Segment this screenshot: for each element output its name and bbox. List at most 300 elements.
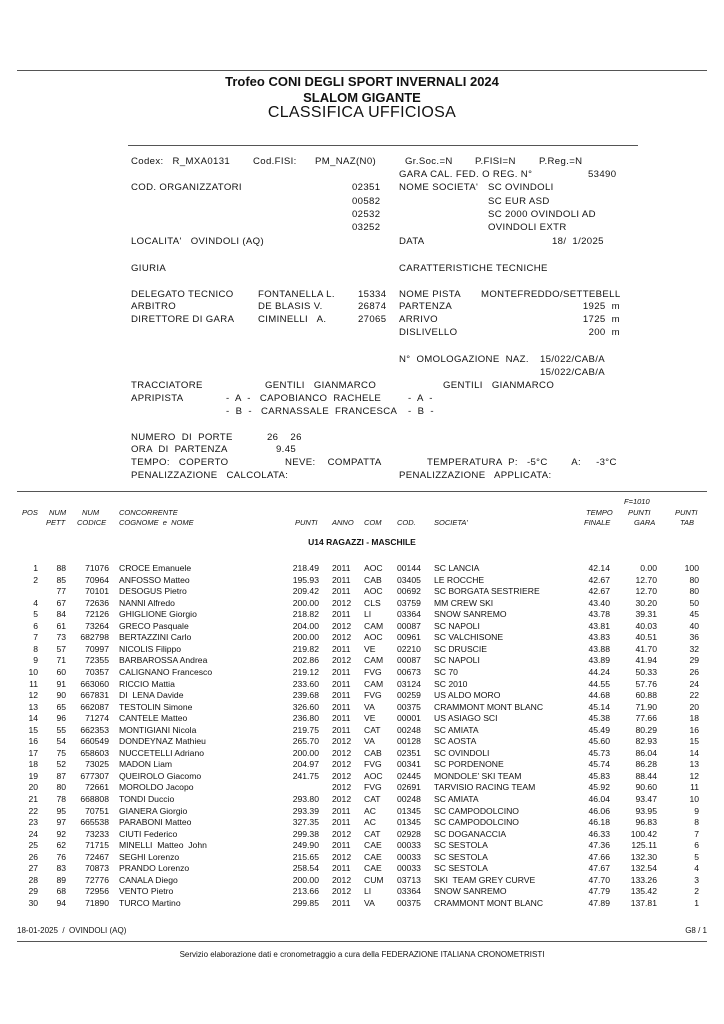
cell-codice: 70101 <box>85 586 109 597</box>
cell-codice: 658603 <box>80 747 109 758</box>
cell-pett: 65 <box>56 701 66 712</box>
cell-tempo: 43.40 <box>588 597 610 608</box>
cell-nome: MONTIGIANI Nicola <box>119 724 197 735</box>
penalizzazione-calcolata: PENALIZZAZIONE CALCOLATA: <box>131 470 289 481</box>
giuria-label: GIURIA <box>131 263 167 274</box>
cell-gara: 86.28 <box>635 759 657 770</box>
cell-tab: 15 <box>689 736 699 747</box>
apripista-b-right: - B - <box>408 406 434 417</box>
cell-nome: QUEIROLO Giacomo <box>119 770 202 781</box>
cell-tab: 5 <box>694 851 699 862</box>
cell-anno: 2011 <box>332 713 351 724</box>
cell-pett: 83 <box>56 863 66 874</box>
cell-gara: 39.31 <box>635 609 657 620</box>
col-societa: SOCIETA' <box>434 518 468 527</box>
cell-com: VA <box>364 736 375 747</box>
cell-cod: 01345 <box>397 817 421 828</box>
cell-anno: 2011 <box>332 586 351 597</box>
organizer-name: SC OVINDOLI <box>488 182 554 193</box>
neve-label: NEVE: COMPATTA <box>285 457 382 468</box>
col-num-pett: NUM <box>49 508 67 517</box>
cell-punti: 213.66 <box>292 886 319 897</box>
cell-com: CAB <box>364 574 382 585</box>
cell-punti: 219.82 <box>292 643 319 654</box>
cell-societa: SC AOSTA <box>434 736 477 747</box>
cell-com: AOC <box>364 632 383 643</box>
table-row <box>0 782 724 793</box>
table-row <box>0 898 724 909</box>
cell-societa: SC AMIATA <box>434 724 479 735</box>
cell-punti: 219.75 <box>292 724 319 735</box>
col-punti-tab: PUNTI <box>675 508 698 517</box>
cell-tab: 14 <box>689 747 699 758</box>
cell-nome: TONDI Duccio <box>119 794 175 804</box>
arrivo-value: 1725 m <box>582 314 620 325</box>
cell-societa: SC SESTOLA <box>434 863 488 874</box>
cell-gara: 137.81 <box>630 897 657 908</box>
cell-nome: CALIGNANO Francesco <box>119 666 213 677</box>
cell-nome: MOROLDO Jacopo <box>119 782 194 793</box>
cell-nome: PARABONI Matteo <box>119 817 192 828</box>
cell-codice: 677307 <box>80 770 109 781</box>
cell-punti: 239.68 <box>292 690 319 701</box>
cell-nome: DESOGUS Pietro <box>119 586 187 597</box>
table-row <box>0 586 724 597</box>
cell-com: VE <box>364 713 376 724</box>
info-top-rule <box>128 145 638 146</box>
cell-pett: 97 <box>56 817 66 828</box>
cell-punti: 195.93 <box>292 574 319 585</box>
cell-punti: 258.54 <box>292 863 319 874</box>
cell-punti: 209.42 <box>292 586 319 597</box>
event-title: Trofeo CONI DEGLI SPORT INVERNALI 2024 <box>225 74 499 89</box>
cell-nome: MADON Liam <box>119 759 173 770</box>
cell-tab: 1 <box>694 897 699 908</box>
cell-codice: 70997 <box>85 643 109 654</box>
cell-com: FVG <box>364 690 382 701</box>
organizer-name: OVINDOLI EXTR <box>488 222 567 233</box>
organizer-name: SC 2000 OVINDOLI AD <box>488 209 596 220</box>
cell-tab: 10 <box>689 794 699 804</box>
footer-service: Servizio elaborazione dati e cronometraggio a cura della FEDERAZIONE ITALIANA CRONOMETRISTI <box>179 950 545 959</box>
dislivello-value: 200 m <box>588 327 620 338</box>
cell-gara: 132.30 <box>630 851 657 862</box>
cell-pos: 8 <box>33 643 38 654</box>
cell-cod: 03713 <box>397 874 421 885</box>
cell-com: LI <box>364 609 372 620</box>
cell-nome: VENTO Pietro <box>119 886 174 897</box>
cell-gara: 96.83 <box>635 817 657 828</box>
cell-punti: 204.97 <box>292 759 319 770</box>
cell-anno: 2012 <box>332 620 352 631</box>
cell-anno: 2012 <box>332 736 352 747</box>
cell-anno: 2011 <box>332 701 351 712</box>
cell-tempo: 43.78 <box>588 609 610 620</box>
cell-pos: 10 <box>28 666 38 677</box>
official-code: 27065 <box>358 314 387 325</box>
col-com: COM <box>364 518 382 527</box>
cell-pos: 11 <box>29 678 38 689</box>
cell-tab: 16 <box>689 724 699 735</box>
table-row <box>0 806 724 817</box>
cell-societa: SC NAPOLI <box>434 620 480 631</box>
cell-cod: 00375 <box>397 701 421 712</box>
cell-com: CAE <box>364 851 382 862</box>
cell-pos: 2 <box>33 574 38 585</box>
cell-societa: SC SESTOLA <box>434 840 488 851</box>
cell-tab: 13 <box>689 759 699 770</box>
cod-org-code: 02351 <box>352 182 381 193</box>
cod-fisi-label: Cod.FISI: <box>253 156 297 167</box>
penalizzazione-applicata: PENALIZZAZIONE APPLICATA: <box>399 470 552 481</box>
col-cod: COD. <box>397 518 416 527</box>
cell-punti: 293.39 <box>292 805 319 816</box>
cell-gara: 60.88 <box>635 690 657 701</box>
cell-societa: MONDOLE' SKI TEAM <box>434 770 522 781</box>
cell-societa: CRAMMONT MONT BLANC <box>434 897 544 908</box>
cell-com: CAM <box>364 620 384 631</box>
cell-pett: 77 <box>56 586 66 597</box>
table-row <box>0 771 724 782</box>
cell-nome: BERTAZZINI Carlo <box>119 632 192 643</box>
cell-codice: 70751 <box>85 805 109 816</box>
cell-gara: 57.76 <box>635 678 657 689</box>
col-punti: PUNTI <box>295 518 318 527</box>
cell-pett: 67 <box>56 597 66 608</box>
table-row <box>0 575 724 586</box>
cell-punti: 327.35 <box>292 817 319 828</box>
category-heading: U14 RAGAZZI - MASCHILE <box>308 537 416 547</box>
cell-tab: 32 <box>689 643 699 654</box>
cell-punti: 204.00 <box>292 620 319 631</box>
table-row <box>0 598 724 609</box>
cell-codice: 70357 <box>85 666 109 677</box>
tempo-label: TEMPO: COPERTO <box>131 457 229 468</box>
cell-punti: 233.60 <box>292 678 319 689</box>
cell-tab: 20 <box>689 701 699 712</box>
cell-gara: 93.47 <box>635 794 657 804</box>
arrivo-label: ARRIVO <box>399 314 438 325</box>
cell-tab: 22 <box>689 690 699 701</box>
cell-pett: 90 <box>56 690 66 701</box>
cell-gara: 133.26 <box>630 874 657 885</box>
cell-societa: SC DRUSCIE <box>434 643 488 654</box>
cell-gara: 135.42 <box>630 886 657 897</box>
info-bottom-rule <box>17 491 707 492</box>
cell-tempo: 43.88 <box>588 643 610 654</box>
cell-nome: NICOLIS Filippo <box>119 643 182 654</box>
cell-pett: 73 <box>56 632 66 643</box>
cell-cod: 00001 <box>397 713 421 724</box>
cell-anno: 2012 <box>332 851 352 862</box>
cell-nome: PRANDO Lorenzo <box>119 863 190 874</box>
cell-anno: 2012 <box>332 886 352 897</box>
cell-punti: 326.60 <box>292 701 319 712</box>
cell-com: CAT <box>364 828 381 839</box>
cell-cod: 02445 <box>397 770 421 781</box>
cell-anno: 2011 <box>332 690 351 701</box>
footer-page: G8 / 1 <box>685 926 707 935</box>
col-pos: POS <box>22 508 38 517</box>
cell-tab: 24 <box>689 678 699 689</box>
cell-gara: 125.11 <box>631 840 657 851</box>
cell-gara: 100.42 <box>630 828 657 839</box>
cell-nome: DONDEYNAZ Mathieu <box>119 736 206 747</box>
col-num-codice: CODICE <box>77 518 107 527</box>
cell-tempo: 44.24 <box>588 666 610 677</box>
cell-tab: 26 <box>689 666 699 677</box>
cell-codice: 665538 <box>80 817 109 828</box>
cell-anno: 2011 <box>332 724 351 735</box>
cell-codice: 660549 <box>80 736 109 747</box>
cell-com: VA <box>364 701 375 712</box>
table-row <box>0 736 724 747</box>
dislivello-label: DISLIVELLO <box>399 327 458 338</box>
gara-cal-label: GARA CAL. FED. O REG. N° <box>399 169 533 180</box>
cell-pos: 1 <box>33 563 38 573</box>
apripista-b: - B - CARNASSALE FRANCESCA <box>226 406 398 417</box>
cell-tempo: 47.70 <box>588 874 610 885</box>
ora-partenza-label: ORA DI PARTENZA <box>131 444 228 455</box>
cell-com: CLS <box>364 597 381 608</box>
table-row <box>0 667 724 678</box>
cell-punti: 200.00 <box>292 632 319 643</box>
p-fisi: P.FISI=N <box>475 156 516 167</box>
cell-pos: 21 <box>28 794 38 804</box>
table-row <box>0 863 724 874</box>
cell-gara: 82.93 <box>635 736 657 747</box>
cell-com: FVG <box>364 759 382 770</box>
cell-tab: 80 <box>689 574 699 585</box>
cell-tab: 6 <box>694 840 699 851</box>
cell-pos: 15 <box>28 724 38 735</box>
cell-anno: 2011 <box>332 666 351 677</box>
cell-gara: 86.04 <box>635 747 657 758</box>
official-name: FONTANELLA L. <box>258 289 335 300</box>
cell-punti: 241.75 <box>292 770 319 781</box>
cell-societa: SNOW SANREMO <box>434 886 507 897</box>
cell-societa: SKI TEAM GREY CURVE <box>434 874 536 885</box>
cell-pett: 55 <box>56 724 66 735</box>
cod-org-code: 02532 <box>352 209 381 220</box>
data-label: DATA <box>399 236 425 247</box>
col-tempo-finale: FINALE <box>584 518 611 527</box>
cell-societa: US ASIAGO SCI <box>434 713 498 724</box>
partenza-label: PARTENZA <box>399 301 453 312</box>
cell-pett: 61 <box>56 620 66 631</box>
cell-pett: 54 <box>56 736 66 747</box>
cell-tempo: 47.66 <box>588 851 610 862</box>
cell-com: CAE <box>364 863 382 874</box>
cell-punti: 218.49 <box>292 563 319 573</box>
cell-cod: 00692 <box>397 586 421 597</box>
cell-gara: 50.33 <box>635 666 657 677</box>
table-row <box>0 690 724 701</box>
cell-societa: SNOW SANREMO <box>434 609 507 620</box>
cell-gara: 90.60 <box>635 782 657 793</box>
cell-gara: 12.70 <box>635 586 657 597</box>
cell-punti: 200.00 <box>292 597 319 608</box>
col-num-pett: PETT <box>46 518 66 527</box>
cell-pos: 5 <box>33 609 38 620</box>
cell-pos: 22 <box>28 805 38 816</box>
nome-societa-label: NOME SOCIETA' <box>399 182 479 193</box>
cell-tab: 9 <box>694 805 699 816</box>
cell-societa: LE ROCCHE <box>434 574 485 585</box>
cell-tempo: 45.60 <box>588 736 610 747</box>
cell-punti: 200.00 <box>292 874 319 885</box>
cell-nome: MINELLI Matteo John <box>119 840 207 851</box>
cell-pett: 57 <box>56 643 66 654</box>
cell-cod: 02210 <box>397 643 421 654</box>
footer-rule <box>17 941 707 942</box>
cell-pett: 78 <box>56 794 66 804</box>
official-role: DELEGATO TECNICO <box>131 289 234 300</box>
cell-nome: ANFOSSO Matteo <box>119 574 190 585</box>
cell-societa: SC SESTOLA <box>434 851 488 862</box>
cell-gara: 0.00 <box>640 563 657 573</box>
cell-tab: 18 <box>689 713 699 724</box>
discipline-title: SLALOM GIGANTE <box>303 90 421 105</box>
cell-tab: 45 <box>689 609 699 620</box>
cell-tempo: 45.73 <box>588 747 610 758</box>
cell-codice: 663060 <box>80 678 109 689</box>
classification-title: CLASSIFICA UFFICIOSA <box>267 104 457 121</box>
cell-anno: 2011 <box>332 863 351 874</box>
cell-nome: CROCE Emanuele <box>119 563 192 573</box>
cell-nome: TESTOLIN Simone <box>119 701 193 712</box>
cell-pett: 80 <box>56 782 66 793</box>
cell-cod: 03364 <box>397 609 421 620</box>
cell-gara: 12.70 <box>635 574 657 585</box>
cell-anno: 2012 <box>332 759 352 770</box>
cell-tempo: 47.67 <box>588 863 610 874</box>
cell-cod: 00144 <box>397 563 421 573</box>
cell-gara: 93.95 <box>635 805 657 816</box>
cell-anno: 2012 <box>332 828 352 839</box>
cell-pos: 23 <box>28 817 38 828</box>
cell-tempo: 45.49 <box>588 724 610 735</box>
data-value: 18/ 1/2025 <box>552 236 604 247</box>
cell-nome: BARBAROSSA Andrea <box>119 655 208 666</box>
cell-cod: 02691 <box>397 782 421 793</box>
cell-nome: GRECO Pasquale <box>119 620 189 631</box>
cell-codice: 72355 <box>85 655 109 666</box>
cell-societa: SC CAMPODOLCINO <box>434 805 519 816</box>
cell-tempo: 43.89 <box>588 655 610 666</box>
cell-com: CAB <box>364 747 382 758</box>
cell-cod: 03124 <box>397 678 421 689</box>
table-row <box>0 644 724 655</box>
cell-pett: 76 <box>56 851 66 862</box>
cell-codice: 72636 <box>85 597 109 608</box>
cell-cod: 00375 <box>397 897 421 908</box>
cell-gara: 88.44 <box>635 770 657 781</box>
cell-tempo: 46.04 <box>588 794 610 804</box>
apripista-a-right: - A - <box>408 393 433 404</box>
cell-anno: 2012 <box>332 782 352 793</box>
cell-societa: CRAMMONT MONT BLANC <box>434 701 544 712</box>
official-code: 15334 <box>358 289 387 300</box>
numero-porte-label: NUMERO DI PORTE <box>131 432 233 443</box>
cell-anno: 2012 <box>332 794 352 804</box>
cell-nome: CANTELE Matteo <box>119 713 188 724</box>
cell-tempo: 42.67 <box>588 586 610 597</box>
cell-nome: RICCIO Mattia <box>119 678 175 689</box>
omologazione-value: 15/022/CAB/A <box>540 367 605 378</box>
table-row <box>0 852 724 863</box>
official-role: ARBITRO <box>131 301 177 312</box>
cell-gara: 71.90 <box>635 701 657 712</box>
cell-punti: 265.70 <box>292 736 319 747</box>
cell-cod: 00673 <box>397 666 421 677</box>
cell-codice: 73025 <box>85 759 109 770</box>
cell-com: CUM <box>364 874 384 885</box>
cell-codice: 662087 <box>80 701 109 712</box>
cell-tab: 11 <box>690 782 699 793</box>
cell-pos: 19 <box>28 770 38 781</box>
cell-codice: 682798 <box>80 632 109 643</box>
cell-com: AC <box>364 805 376 816</box>
table-row <box>0 817 724 828</box>
cell-pett: 84 <box>56 609 66 620</box>
official-role: DIRETTORE DI GARA <box>131 314 235 325</box>
cell-anno: 2012 <box>332 597 352 608</box>
cell-punti: 236.80 <box>292 713 319 724</box>
cell-com: CAT <box>364 794 381 804</box>
cell-societa: SC CAMPODOLCINO <box>434 817 519 828</box>
cell-tempo: 43.81 <box>588 620 610 631</box>
cell-com: AOC <box>364 563 383 573</box>
table-row <box>0 702 724 713</box>
col-punti-gara: PUNTI <box>628 508 651 517</box>
table-row <box>0 725 724 736</box>
cell-codice: 662353 <box>80 724 109 735</box>
cell-pos: 4 <box>33 597 38 608</box>
cell-cod: 00128 <box>397 736 421 747</box>
tracciatore-label: TRACCIATORE <box>131 380 203 391</box>
official-name: CIMINELLI A. <box>258 314 327 325</box>
cell-punti: 293.80 <box>292 794 319 804</box>
cell-nome: NUCCETELLI Adriano <box>119 747 205 758</box>
cell-gara: 80.29 <box>635 724 657 735</box>
cell-tempo: 45.14 <box>588 701 610 712</box>
cell-codice: 72956 <box>85 886 109 897</box>
footer-date-place: 18-01-2025 / OVINDOLI (AQ) <box>17 926 127 935</box>
cell-anno: 2011 <box>332 840 351 851</box>
cell-pos: 24 <box>28 828 38 839</box>
table-row <box>0 655 724 666</box>
cell-punti: 200.00 <box>292 747 319 758</box>
cell-tempo: 45.92 <box>588 782 610 793</box>
cell-societa: SC BORGATA SESTRIERE <box>434 586 540 597</box>
cell-nome: TURCO Martino <box>119 897 181 908</box>
cell-anno: 2011 <box>332 817 351 828</box>
cod-org-code: 03252 <box>352 222 381 233</box>
table-row <box>0 794 724 805</box>
cell-cod: 00087 <box>397 655 421 666</box>
ora-partenza-value: 9.45 <box>276 444 297 455</box>
cell-societa: SC 70 <box>434 666 458 677</box>
table-row <box>0 679 724 690</box>
apripista-label: APRIPISTA <box>131 393 184 404</box>
cell-gara: 40.51 <box>635 632 657 643</box>
cell-tempo: 46.18 <box>588 817 610 828</box>
p-reg: P.Reg.=N <box>539 156 583 167</box>
cell-tab: 3 <box>694 874 699 885</box>
cell-anno: 2011 <box>332 805 351 816</box>
cell-tempo: 42.14 <box>588 563 610 573</box>
